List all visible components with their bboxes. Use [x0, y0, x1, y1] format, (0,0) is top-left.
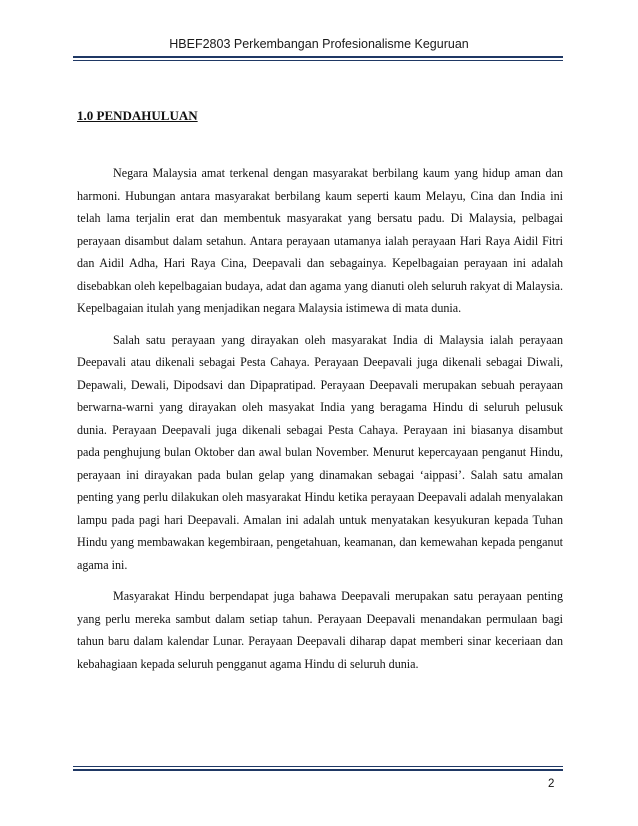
header-rule-thin: [73, 60, 563, 61]
section-heading: 1.0 PENDAHULUAN: [77, 108, 198, 123]
paragraph: Masyarakat Hindu berpendapat juga bahawa Deepavali merupakan satu perayaan penting yang perlu mereka sambut dalam setiap tahun. Perayaan Deepavali menandakan permulaan bagi tahun baru dalam kalendar Lunar. Perayaan Deepavali diharap dapat memberi sinar keceriaan dan kebahagiaan kepada seluruh pengganut agama Hindu di seluruh dunia.: [77, 589, 563, 671]
paragraph: Negara Malaysia amat terkenal dengan masyarakat berbilang kaum yang hidup aman dan harmoni. Hubungan antara masyarakat berbilang kaum seperti kaum Melayu, Cina dan India ini telah lama terjalin erat dan membentuk masyarakat yang bersatu padu. Di Malaysia, pelbagai perayaan disambut dalam setahun. Antara perayaan utamanya ialah perayaan Hari Raya Aidil Fitri dan Aidil Adha, Hari Raya Cina, Deepavali dan sebagainya. Kepelbagaian perayaan ini adalah disebabkan oleh kepelbagaian budaya, adat dan agama yang dianuti oleh seluruh rakyat di Malaysia. Kepelbagaian itulah yang menjadikan negara Malaysia istimewa di mata dunia.: [77, 166, 563, 315]
page-number: 2: [548, 778, 555, 790]
footer-rule-thin: [73, 766, 563, 767]
header-rule: [73, 56, 563, 58]
page-header: HBEF2803 Perkembangan Profesionalisme Keguruan: [169, 37, 469, 51]
paragraph: Salah satu perayaan yang dirayakan oleh masyarakat India di Malaysia ialah perayaan Deepavali atau dikenali sebagai Pesta Cahaya. Perayaan Deepavali juga dikenali sebagai Diwali, Depawali, Dewali, Dipodsavi dan Dipapratipad. Perayaan Deepavali merupakan sebuah perayaan berwarna-warni yang dirayakan oleh masyakat India yang beragama Hindu di seluruh pelusuk dunia. Perayaan Deepavali juga dikenali sebagai Pesta Cahaya. Perayaan ini biasanya disambut pada penghujung bulan Oktober dan awal bulan November. Menurut kepercayaan penganut Hindu, perayaan ini dirayakan pada bulan gelap yang dinamakan sebagai ‘aippasi’. Salah satu amalan penting yang perlu dilakukan oleh masyarakat Hindu ketika perayaan Deepavali adalah menyalakan lampu pada pagi hari Deepavali. Amalan ini adalah untuk menyatakan kesyukuran kepada Tuhan Hindu yang membawakan kegembiraan, pengetahuan, keamanan, dan kemewahan kepada penganut agama ini.: [77, 332, 563, 572]
footer-rule: [73, 769, 563, 771]
body-text: [77, 162, 563, 684]
